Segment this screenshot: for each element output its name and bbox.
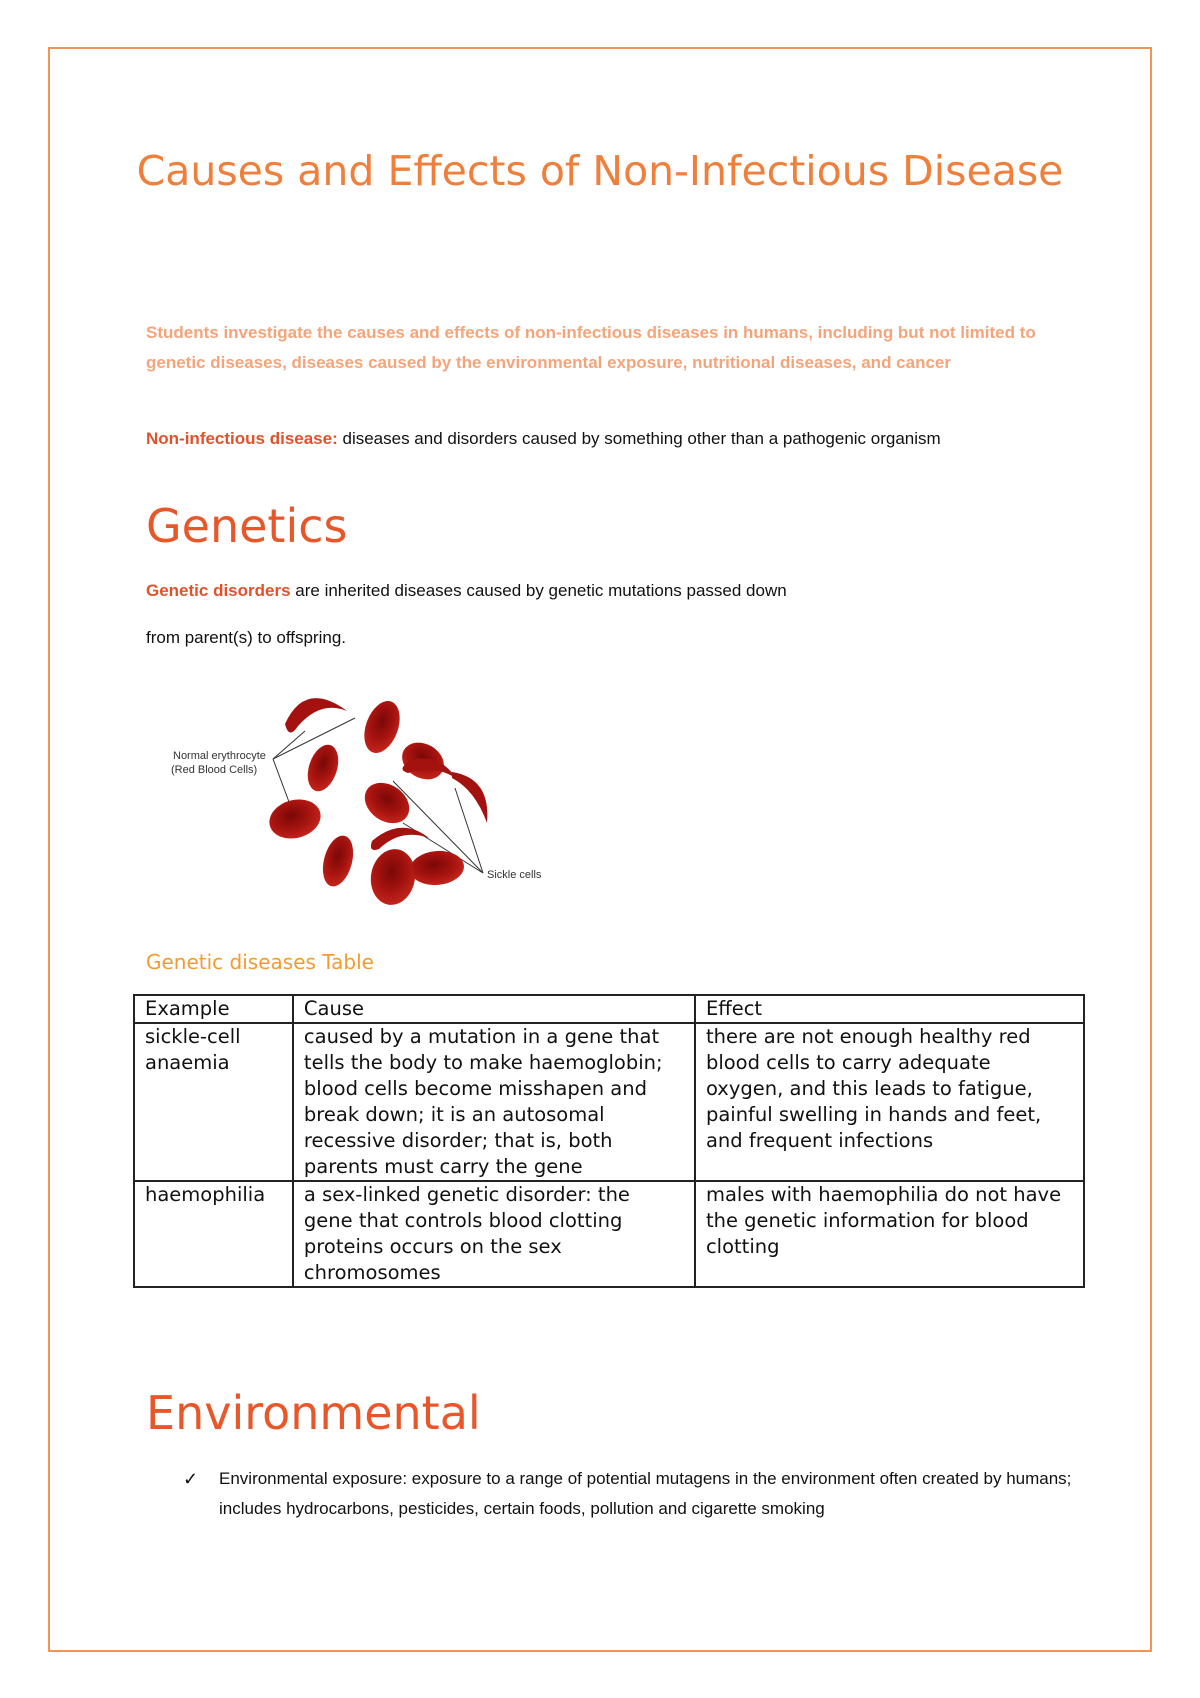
table-caption: Genetic diseases Table (146, 950, 374, 974)
environmental-list (183, 1464, 1083, 1524)
table-header-row (134, 995, 1084, 1023)
definition-term: Non-infectious disease: (146, 429, 338, 448)
row-example: sickle-cell anaemia (134, 1023, 293, 1181)
row-effect: males with haemophilia do not have the genetic information for blood clotting (695, 1181, 1084, 1287)
row-example: haemophilia (134, 1181, 293, 1287)
genetics-heading: Genetics (146, 499, 348, 553)
row-effect: there are not enough healthy red blood cells to carry adequate oxygen, and this leads to fatigue, painful swelling in hands and feet, and frequent infections (695, 1023, 1084, 1181)
table-row (134, 1181, 1084, 1287)
sickle-cell-figure (165, 678, 565, 928)
intro-paragraph: Students investigate the causes and effects of non-infectious diseases in humans, including but not limited to genetic diseases, diseases caused by the environmental exposure, nutritional diseases, and cancer (146, 323, 1036, 372)
header-example: Example (134, 995, 293, 1023)
environmental-exposure-text: Environmental exposure: exposure to a range of potential mutagens in the environment often created by humans; includes hydrocarbons, pesticides, certain foods, pollution and cigarette smoking (219, 1469, 1072, 1518)
table-row (134, 1023, 1084, 1181)
normal-erythrocyte-label: Normal erythrocyte (173, 750, 266, 762)
list-item (183, 1464, 1083, 1524)
red-blood-cells-label: (Red Blood Cells) (171, 764, 258, 776)
definition-paragraph (146, 424, 1076, 453)
definition-text: diseases and disorders caused by something other than a pathogenic organism (337, 429, 941, 448)
page-title: Causes and Effects of Non-Infectious Disease (136, 147, 1064, 195)
checkmark-icon: ✓ (183, 1469, 199, 1489)
header-effect: Effect (695, 995, 1084, 1023)
genetic-diseases-table (133, 994, 1085, 1288)
genetics-text-1: are inherited diseases caused by genetic mutations passed down (290, 581, 787, 600)
row-cause: caused by a mutation in a gene that tells the body to make haemoglobin; blood cells become misshapen and break down; it is an autosomal recessive disorder; that is, both parents must carry the gene (293, 1023, 695, 1181)
sickle-cell-illustration (165, 678, 565, 928)
row-cause: a sex-linked genetic disorder: the gene that controls blood clotting proteins occurs on the sex chromosomes (293, 1181, 695, 1287)
environmental-heading: Environmental (146, 1386, 481, 1440)
header-cause: Cause (293, 995, 695, 1023)
sickle-cells-label: Sickle cells (487, 869, 542, 881)
genetics-paragraph-2: from parent(s) to offspring. (146, 628, 346, 647)
genetics-term: Genetic disorders (146, 581, 291, 600)
genetics-paragraph-1 (146, 576, 1076, 605)
